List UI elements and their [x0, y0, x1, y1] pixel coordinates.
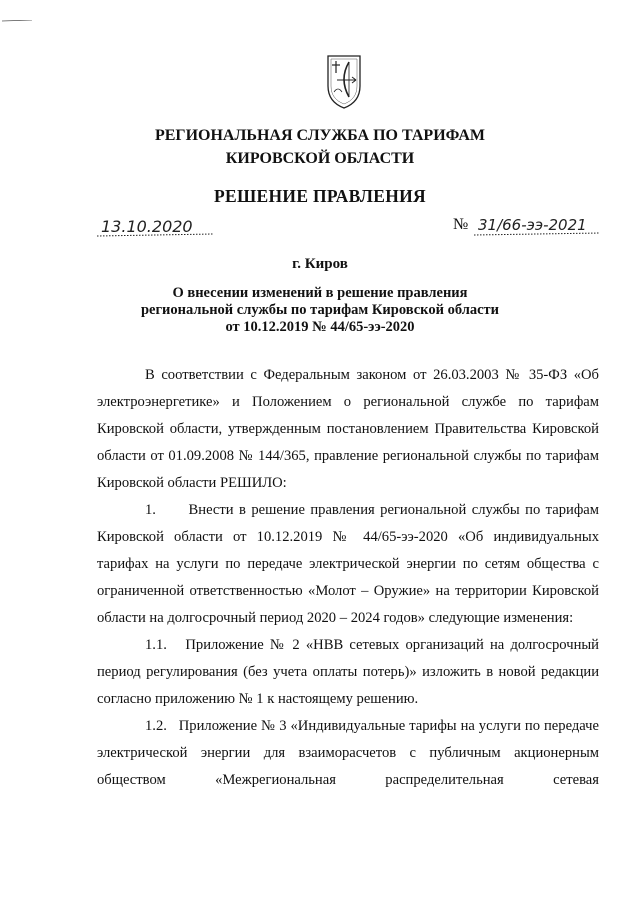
- item-1-1-paragraph: 1.1. Приложение № 2 «НВВ сетевых организаций на долгосрочный период регулирования (без учета оплаты потерь)» изложить в новой редакции согласно приложению № 1 к настоящему решению.: [97, 637, 599, 707]
- number-label: №: [453, 216, 469, 233]
- decision-title: РЕШЕНИЕ ПРАВЛЕНИЯ: [214, 186, 426, 206]
- preamble-paragraph: В соответствии с Федеральным законом от 26.03.2003 № 35-ФЗ «Об электроэнергетике» и Положением о региональной службе по тарифам Кировской области, утвержденным постановлением Правительства Кировской области от 01.09.2008 № 144/365, правление региональной службы по тарифам Кировской области РЕШИЛО:: [97, 367, 599, 491]
- organization-name-line: РЕГИОНАЛЬНАЯ СЛУЖБА ПО ТАРИФАМ: [154, 127, 486, 144]
- svg-text:31/66-ээ-2021: 31/66-ээ-2021: [478, 216, 587, 234]
- handwritten-date: [97, 215, 213, 239]
- subject-line: от 10.12.2019 № 44/65-ээ-2020: [225, 319, 415, 335]
- city: г. Киров: [292, 256, 348, 272]
- svg-text:13.10.2020: 13.10.2020: [101, 217, 193, 236]
- decision-subject: [0, 285, 640, 336]
- decision-body: [97, 362, 599, 794]
- subject-line: О внесении изменений в решение правления: [172, 285, 468, 301]
- subject-line: региональной службы по тарифам Кировской области: [140, 302, 500, 318]
- organization-name: [0, 124, 640, 170]
- organization-name-line: КИРОВСКОЙ ОБЛАСТИ: [225, 150, 415, 167]
- item-1-2-paragraph: 1.2. Приложение № 3 «Индивидуальные тарифы на услуги по передаче электрической энергии для взаиморасчетов с публичным акционерным обществом «Межрегиональная распределительная сетевая: [97, 718, 599, 788]
- coat-of-arms-icon: [325, 52, 363, 110]
- handwritten-number: [474, 212, 602, 238]
- item-1-paragraph: 1. Внести в решение правления региональной службы по тарифам Кировской области от 10.12.2019 № 44/65-ээ-2020 «Об индивидуальных тарифах на услуги по передаче электрической энергии по сетям общества с ограниченной ответственностью «Молот – Оружие» на территории Кировской области на долгосрочный период 2020 – 2024 годов» следующие изменения:: [97, 502, 599, 626]
- scan-mark: [2, 20, 32, 22]
